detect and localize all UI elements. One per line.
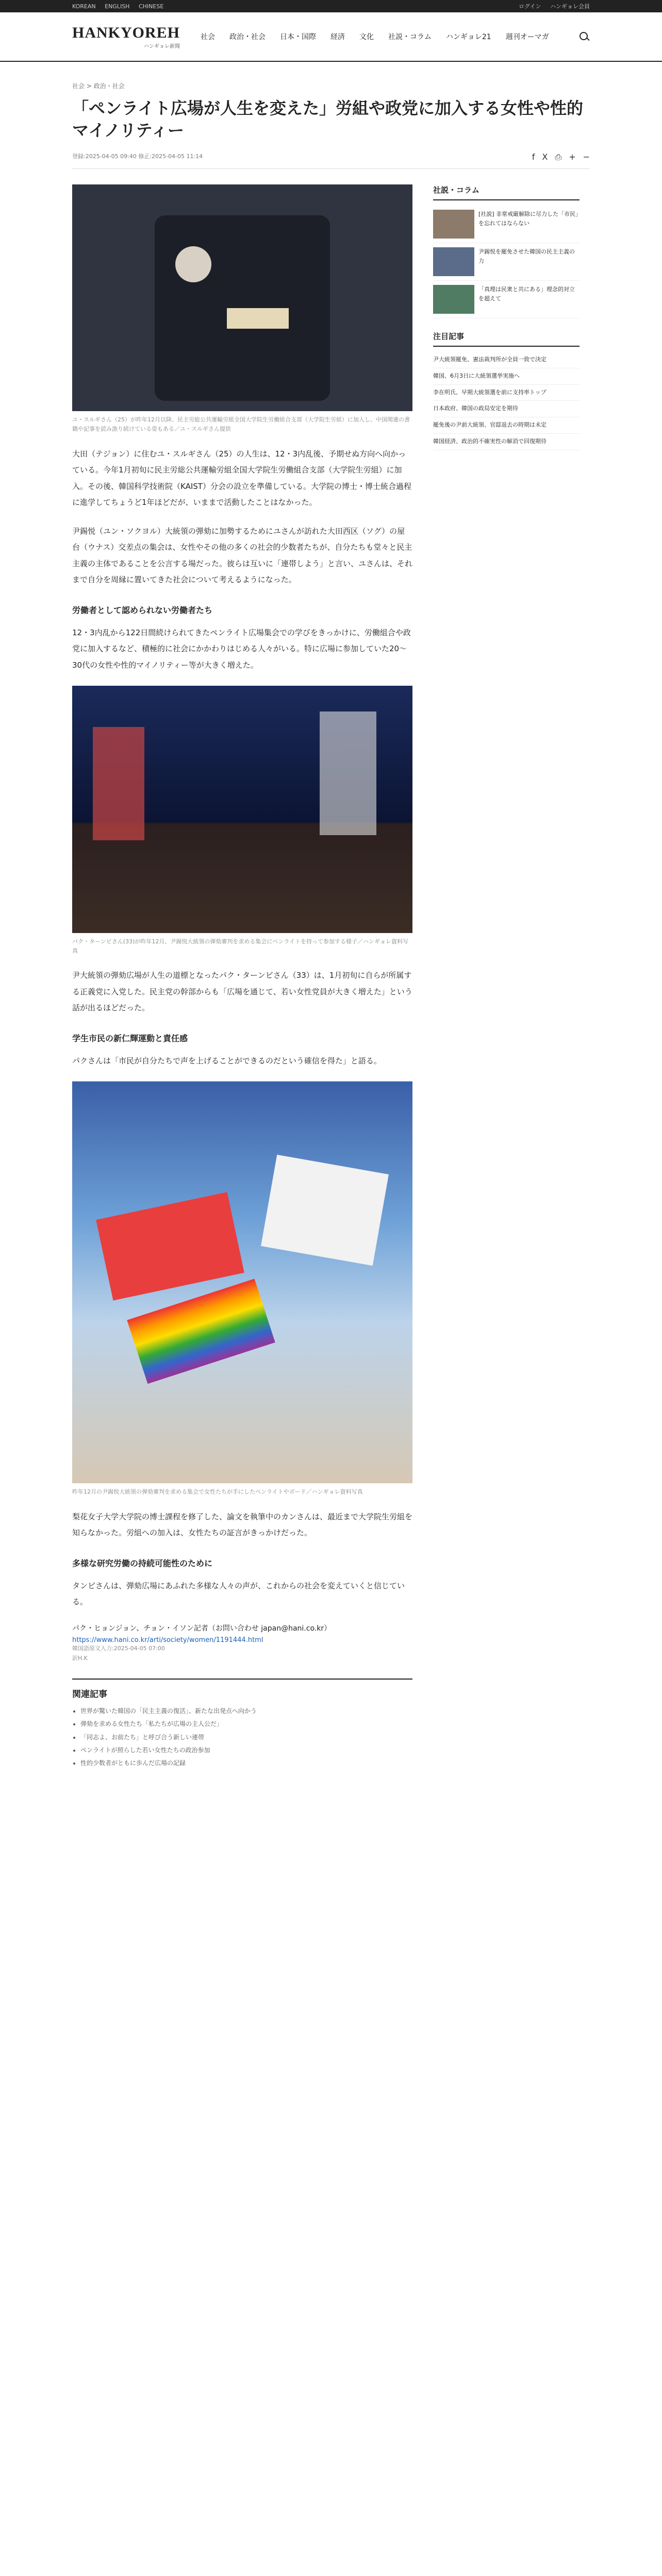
related-item[interactable]: • 世界が驚いた韓国の「民主主義の復活」、新たな出発点へ向かう	[80, 1705, 412, 1718]
popular-item[interactable]: 罷免後の尹前大統領、官邸退去の時期は未定	[433, 417, 580, 434]
nav-item[interactable]: ハンギョレ21	[445, 33, 491, 41]
related-articles	[72, 1679, 412, 1770]
card-title: 「真理は民衆と共にある」理念的対立を超えて	[478, 286, 575, 302]
photo-caption: パク・ターンビさん(33)が昨年12月、尹錫悦大統領の弾劾審判を求める集会にペンライトを持って参加する様子／ハンギョレ資料写真	[72, 938, 409, 954]
font-decrease-icon[interactable]: −	[583, 152, 590, 162]
popular-item[interactable]: 韓国経済、政治的不確実性の解消で回復期待	[433, 434, 580, 450]
nav-item[interactable]: 日本・国際	[280, 33, 317, 41]
original-date: 韓国語原文入力:2025-04-05 07:00	[72, 1645, 165, 1652]
language-links	[72, 3, 171, 10]
card-thumbnail	[433, 247, 474, 276]
paragraph: 大田（テジョン）に住むユ・スルギさん（25）の人生は、12・3内乱後、予期せぬ方向へ向かっている。今年1月初旬に民主労総公共運輸労組全国大学院生労働組合支部（大学院生労組）に加入。その後、韓国科学技術院（KAIST）分会の設立を準備している。大学院の博士・博士統合過程に進学してちょうど1年ほどだが、いままで活動したことはなかった。	[72, 449, 411, 507]
article-photo	[72, 1081, 412, 1483]
facebook-icon[interactable]: f	[532, 152, 535, 162]
paragraph: 尹大統領の弾劾広場が人生の道標となったパク・ターンビさん（33）は、1月初旬に自らが所属する正義党に入党した。民主党の幹部からも「広場を通じて、若い女性党員が大きく増えた」という話が出るほどだった。	[72, 971, 412, 1013]
breadcrumb[interactable]: 社会 > 政治・社会	[72, 82, 125, 90]
login-link[interactable]: ログイン	[519, 3, 541, 10]
main-nav	[201, 31, 578, 42]
card-title: 尹錫悦を罷免させた韓国の民主主義の力	[478, 248, 575, 264]
article-photo	[72, 686, 412, 933]
translator: 訳H.K	[72, 1654, 88, 1662]
topbar	[0, 0, 662, 12]
sidebar-heading: 注目記事	[433, 331, 580, 347]
print-icon[interactable]: ⎙	[555, 152, 562, 162]
lang-korean[interactable]: KOREAN	[72, 3, 96, 10]
card-title: [社説] 非常戒厳解除に尽力した「市民」を忘れてはならない	[478, 211, 578, 227]
paragraph: 梨花女子大学大学院の博士課程を修了した、論文を執筆中のカンさんは、最近まで大学院生労組を知らなかった。労組への加入は、女性たちの証言がきっかけだった。	[72, 1512, 413, 1538]
subheading: 多様な研究労働の持続可能性のために	[72, 1558, 213, 1568]
article-url[interactable]: https://www.hani.co.kr/arti/society/women/1191444.html	[72, 1636, 263, 1644]
article-photo	[72, 184, 412, 411]
logo-subtext: ハンギョレ新聞	[144, 43, 180, 49]
search-icon[interactable]	[578, 31, 590, 42]
card-thumbnail	[433, 210, 474, 239]
sidebar-card[interactable]	[433, 281, 580, 318]
lang-english[interactable]: ENGLISH	[105, 3, 130, 10]
popular-item[interactable]: 李在明氏、早期大統領選を前に支持率トップ	[433, 385, 580, 401]
member-link[interactable]: ハンギョレ会員	[550, 3, 590, 10]
nav-item[interactable]: 社会	[201, 33, 216, 41]
nav-item[interactable]: 政治・社会	[229, 33, 266, 41]
paragraph: 12・3内乱から122日間続けられてきたペンライト広場集会での学びをきっかけに、労働組合や政党に加入するなど、積極的に社会にかかわりはじめる人々がいる。特に広場に参加していた20〜30代の女性や性的マイノリティー等が大きく増えた。	[72, 628, 411, 670]
account-links	[511, 2, 590, 10]
x-icon[interactable]: X	[542, 152, 548, 162]
card-thumbnail	[433, 285, 474, 314]
site-header	[0, 12, 662, 62]
paragraph: 尹錫悦（ユン・ソクヨル）大統領の弾劾に加勢するためにユさんが訪れた大田西区（ソグ）の屋台（ウナス）交差点の集会は、女性やその他の多くの社会的少数者たちが、自分たちも堂々と民主主義の主体であることを公言する場だった。彼らは互いに「連帯しよう」と言い、ユさんは、それまで自分を周縁に置いてきた社会について考えるようになった。	[72, 526, 413, 585]
popular-list	[433, 352, 580, 450]
publish-date: 登録:2025-04-05 09:40 修正:2025-04-05 11:14	[72, 153, 203, 160]
related-item[interactable]: • ペンライトが照らした若い女性たちの政治参加	[80, 1744, 412, 1757]
sidebar-heading: 社説・コラム	[433, 184, 580, 200]
logo[interactable]	[72, 24, 180, 49]
nav-item[interactable]: 週刊オーマガ	[505, 33, 549, 41]
subheading: 労働者として認められない労働者たち	[72, 605, 213, 615]
related-item[interactable]: • 弾劾を求める女性たち「私たちが広場の主人公だ」	[80, 1718, 412, 1731]
photo-caption: ユ・スルギさん（25）が昨年12月以降、民主労総公共運輸労組全国大学院生労働組合支部（大学院生労組）に加入し、中国関連の書籍や記事を読み漁り続けている姿もある／ユ・スルギさん提供	[72, 416, 410, 432]
nav-item[interactable]: 経済	[330, 33, 345, 41]
article-tools	[532, 152, 590, 162]
paragraph: パクさんは「市民が自分たちで声を上げることができるのだという確信を得た」と語る。	[72, 1056, 382, 1065]
article-meta	[72, 152, 590, 169]
lang-chinese[interactable]: CHINESE	[138, 3, 164, 10]
related-item[interactable]: • 性的少数者がともに歩んだ広場の記録	[80, 1757, 412, 1770]
page-title: 「ペンライト広場が人生を変えた」労組や政党に加入する女性や性的マイノリティー	[72, 98, 584, 141]
popular-item[interactable]: 日本政府、韓国の政局安定を期待	[433, 401, 580, 417]
byline: パク・ヒョンジョン、チョン・イソン記者（お問い合わせ japan@hani.co.kr）	[72, 1624, 332, 1633]
sidebar	[433, 184, 580, 1770]
related-item[interactable]: • 「同志よ、お前たち」と呼び合う新しい連帯	[80, 1731, 412, 1744]
article-body	[72, 184, 412, 1770]
paragraph: タンビさんは、弾劾広場にあふれた多様な人々の声が、これからの社会を変えていくと信じている。	[72, 1581, 405, 1607]
font-increase-icon[interactable]: +	[569, 152, 576, 162]
logo-text: HANKYOREH	[72, 24, 180, 41]
sidebar-card[interactable]	[433, 243, 580, 281]
nav-item[interactable]: 社説・コラム	[388, 33, 432, 41]
sidebar-card[interactable]	[433, 206, 580, 243]
popular-item[interactable]: 尹大統領罷免、憲法裁判所が全員一致で決定	[433, 352, 580, 368]
nav-item[interactable]: 文化	[359, 33, 374, 41]
related-heading: 関連記事	[72, 1689, 107, 1700]
popular-item[interactable]: 韓国、6月3日に大統領選挙実施へ	[433, 368, 580, 385]
subheading: 学生市民の新仁輝運動と責任感	[72, 1033, 188, 1043]
photo-caption: 昨年12月の尹錫悦大統領の弾劾審判を求める集会で女性たちが手にしたペンライトやボード／ハンギョレ資料写真	[72, 1488, 363, 1496]
article-footmeta	[72, 1644, 412, 1663]
